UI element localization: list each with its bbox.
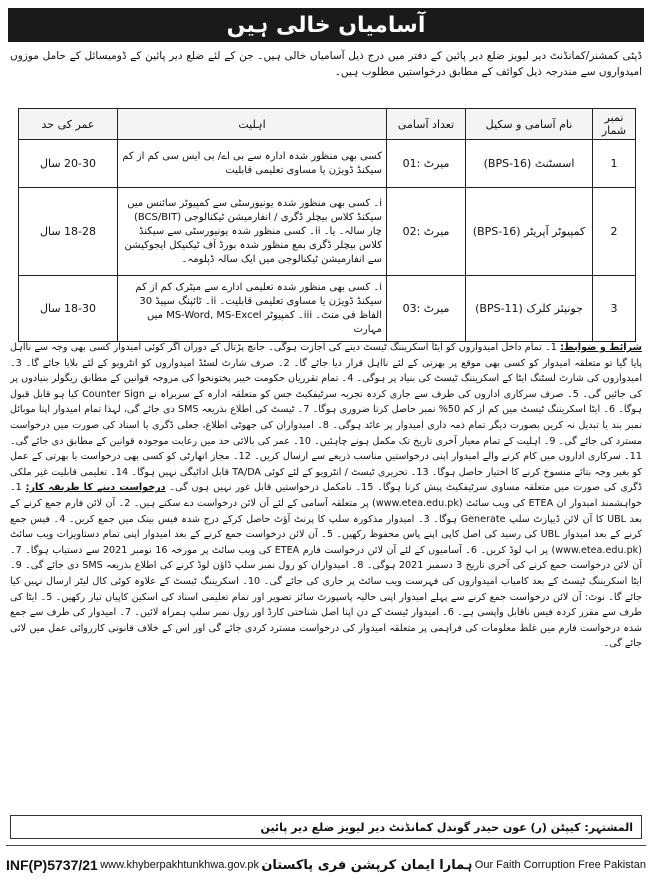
slogan-urdu: ہمارا ایمان کرپشن فری پاکستان bbox=[261, 857, 473, 873]
row-qualification: i۔ کسی بھی منظور شدہ یونیورسٹی سے کمپیوٹر سائنس میں سیکنڈ کلاس بیچلر ڈگری / انفارمیشن ٹیکنالوجی (BCS/BIT) چار سالہ۔ یا۔ ii۔ کسی منظور شدہ یونیورسٹی سے سیکنڈ کلاس بیچلر ڈگری بمع منظور شدہ بورڈ آف ٹیکنیکل ایجوکیشن سے انفارمیشن ٹیکنالوجی میں ایک سالہ ڈپلومہ۔ bbox=[118, 188, 387, 276]
terms-body: 1۔ تمام داخل امیدواروں کو ایٹا اسکریننگ ٹیسٹ دینے کی اجازت ہوگی۔ جانچ پڑتال کے دوران اگر کوئی امیدوار کسی بھی وجہ سے نااہل پایا گیا تو متعلقہ امیدوار کو کسی بھی موقع پر بھرتی کے لئے نااہل قرار دیا جائے گا۔ 2۔ صرف شارٹ لسٹڈ امیدواروں کو انٹرویو کے لئے بلایا جائے گا۔ 3۔ امیدواروں کی شارٹ لسٹنگ ایٹا کے اسکریننگ ٹیسٹ کی بنیاد پر ہوگی۔ 4۔ تمام تقرریاں حکومت خیبر پختونخوا کی مروجہ قوانین کے مطابق ریگولر بنیادوں پر کی جائیں گی۔ 5۔ صرف سرکاری اداروں کی طرف سے جاری کردہ تجربہ سرٹیفکیٹ جس کو متعلقہ ادارہ کے سربراہ نے Counter Sign کیا ہو قابل قبول ہوگا۔ 6۔ ایٹا اسکریننگ ٹیسٹ میں کم از کم 50% نمبر حاصل کرنا ضروری ہوگا۔ 7۔ ٹیسٹ کی اطلاع بذریعہ SMS دی جائے گی، لہذا تمام امیدوار اپنا موبائل نمبر بند یا تبدیل نہ کریں بصورت دیگر تمام ذمہ داری امیدوار پر عائد ہوگی۔ 8۔ امیدواران کی جھوٹی اطلاع، جعلی ڈگری یا اسناد کی صورت میں درخواست مسترد کی جائے گی۔ 9۔ اہلیت کے تمام معیار آخری تاریخ تک مکمل ہونے چاہئیں۔ 10۔ عمر کی بالائی حد میں رعایت موجودہ قوانین کے مطابق دی جائے گی۔ 11۔ سرکاری اداروں میں کام کرنے والے امیدوار اپنی درخواستیں مناسب ذریعے سے ارسال کریں۔ 12۔ مجاز اتھارٹی کو کسی بھی درخواست یا بھرتی کے عمل کو بغیر وجہ بتائے منسوخ کرنے کا اختیار حاصل ہوگا۔ 13۔ تحریری ٹیسٹ / انٹرویو کے لئے کوئی TA/DA قابل ادائیگی نہیں ہوگا۔ 14۔ تعلیمی قابلیت غیر ملکی ڈگری کی صورت میں متعلقہ مساوی سرٹیفکیٹ پیش کرنا ہوگا۔ 15۔ نامکمل درخواستیں قابل غور نہیں ہوں گی۔ bbox=[10, 342, 642, 494]
row-serial: 1 bbox=[593, 140, 636, 188]
post-scale: (BPS-16) bbox=[472, 225, 521, 238]
header-post-name: نام آسامی و سکیل bbox=[466, 109, 593, 140]
row-qualification: کسی بھی منظور شدہ ادارہ سے بی اے/ بی ایس سی کم از کم سیکنڈ ڈویژن یا مساوی تعلیمی قابلیت bbox=[118, 140, 387, 188]
row-serial: 3 bbox=[593, 276, 636, 342]
intro-paragraph: ڈپٹی کمشنر/کمانڈنٹ دیر لیویز ضلع دیر پائین کے دفتر میں درج ذیل آسامیاں خالی ہیں۔ جن کے لئے ضلع دیر پائین کے ڈومیسائل کے حامل موزوں امیدواروں سے مندرجہ ذیل کوائف کے مطابق درخواستیں مطلوب ہیں۔ bbox=[10, 50, 642, 78]
header-serial: نمبر شمار bbox=[593, 109, 636, 140]
table-row bbox=[19, 140, 636, 188]
row-age: 20-30 سال bbox=[19, 140, 118, 188]
slogan-english: Our Faith Corruption Free Pakistan bbox=[474, 859, 646, 871]
advertiser-signature: المشتہر: کیپٹن (ر) عون حیدر گوندل کمانڈنٹ دیر لیویز ضلع دیر پائین bbox=[10, 815, 642, 839]
post-title: کمپیوٹر آپریٹر bbox=[524, 225, 586, 238]
website-link[interactable]: www.khyberpakhtunkhwa.gov.pk bbox=[100, 859, 259, 871]
header-age-limit: عمر کی حد bbox=[19, 109, 118, 140]
terms-heading: شرائط و ضوابط: bbox=[560, 342, 642, 353]
row-count: میرٹ :03 bbox=[387, 276, 466, 342]
row-age: 18-30 سال bbox=[19, 276, 118, 342]
row-count: میرٹ :01 bbox=[387, 140, 466, 188]
table-header-row bbox=[19, 109, 636, 140]
row-count: میرٹ :02 bbox=[387, 188, 466, 276]
apply-heading: درخواست دینے کا طریقہ کار: bbox=[25, 482, 166, 494]
post-scale: (BPS-11) bbox=[475, 302, 523, 315]
post-title: جونیئر کلرک bbox=[526, 302, 583, 315]
footer bbox=[0, 848, 652, 882]
row-age: 18-28 سال bbox=[19, 188, 118, 276]
terms-section bbox=[10, 340, 642, 810]
row-serial: 2 bbox=[593, 188, 636, 276]
row-post-name bbox=[466, 188, 593, 276]
table-row bbox=[19, 276, 636, 342]
header-count: تعداد آسامی bbox=[387, 109, 466, 140]
table-row bbox=[19, 188, 636, 276]
post-scale: (BPS-16) bbox=[483, 157, 532, 170]
header-qualification: اہلیت bbox=[118, 109, 387, 140]
row-post-name bbox=[466, 140, 593, 188]
apply-body: 1۔ خواہشمند امیدوار ان ETEA کی ویب سائٹ (www.etea.edu.pk) پر متعلقہ آسامی کے لئے آن لائن درخواست دے سکتے ہیں۔ 2۔ آن لائن فارم جمع کرنے کے بعد UBL کا آن لائن ڈیپازٹ سلپ Generate ہوگا۔ 3۔ امیدوار مذکورہ سلپ کا پرنٹ آؤٹ حاصل کرکے درج شدہ فیس بینک میں جمع کریں۔ 4۔ فیس جمع کرنے کے بعد امیدوار UBL کی رسید کی اصل کاپی اپنے پاس محفوظ رکھیں۔ 5۔ آن لائن درخواست جمع کرنے کے بعد امیدوار اپنی تمام دستاویزات ویب سائٹ (www.etea.edu.pk) پر اپ لوڈ کریں۔ 6۔ آسامیوں کے لئے آن لائن درخواست فارم ETEA کی ویب سائٹ پر مورخہ 16 نومبر 2021 سے دستیاب ہوگا۔ 7۔ آن لائن درخواست جمع کرنے کی آخری تاریخ 3 دسمبر 2021 ہوگی۔ 8۔ امیدواران کو رول نمبر سلپ ڈاؤن لوڈ کرنے کی اطلاع بذریعہ SMS دی جائے گی۔ 9۔ ایٹا اسکریننگ ٹیسٹ کے بعد کامیاب امیدواروں کی فہرست ویب سائٹ پر جاری کی جائے گی۔ 10۔ اسکریننگ ٹیسٹ کے علاوہ کوئی کال لیٹر ارسال نہیں کیا جائے گا۔ نوٹ: آن لائن درخواست جمع کرنے سے پہلے امیدوار اپنی حالیہ پاسپورٹ سائز تصویر اور تمام تعلیمی اسناد کی اسکین کاپیاں تیار رکھیں۔ 5۔ ایٹا کی طرف سے مقرر کردہ فیس ناقابل واپسی ہے۔ 6۔ امیدوار ٹیسٹ کے دن اپنا اصل شناختی کارڈ اور رول نمبر سلپ ہمراہ لائیں۔ 7۔ امیدوار کی طرف سے جمع شدہ درخواست فارم میں غلط معلومات کی فراہمی پر متعلقہ امیدوار کی درخواست مسترد کردی جائے گی اور اس کے خلاف قانونی کارروائی عمل میں لائی جائے گی۔ bbox=[10, 482, 642, 650]
footer-divider bbox=[6, 845, 646, 846]
info-code: INF(P)5737/21 bbox=[6, 857, 98, 873]
post-title: اسسٹنٹ bbox=[534, 157, 575, 170]
row-post-name bbox=[466, 276, 593, 342]
page-title: آسامیاں خالی ہیں bbox=[8, 8, 644, 42]
posts-table bbox=[18, 108, 636, 342]
row-qualification: i۔ کسی بھی منظور شدہ تعلیمی ادارے سے میٹرک کم از کم سیکنڈ ڈویژن یا مساوی تعلیمی قابلیت۔ ii۔ ٹائپنگ سپیڈ 30 الفاظ فی منٹ۔ iii۔ کمپیوٹر MS-Word, MS-Excel میں مہارت bbox=[118, 276, 387, 342]
